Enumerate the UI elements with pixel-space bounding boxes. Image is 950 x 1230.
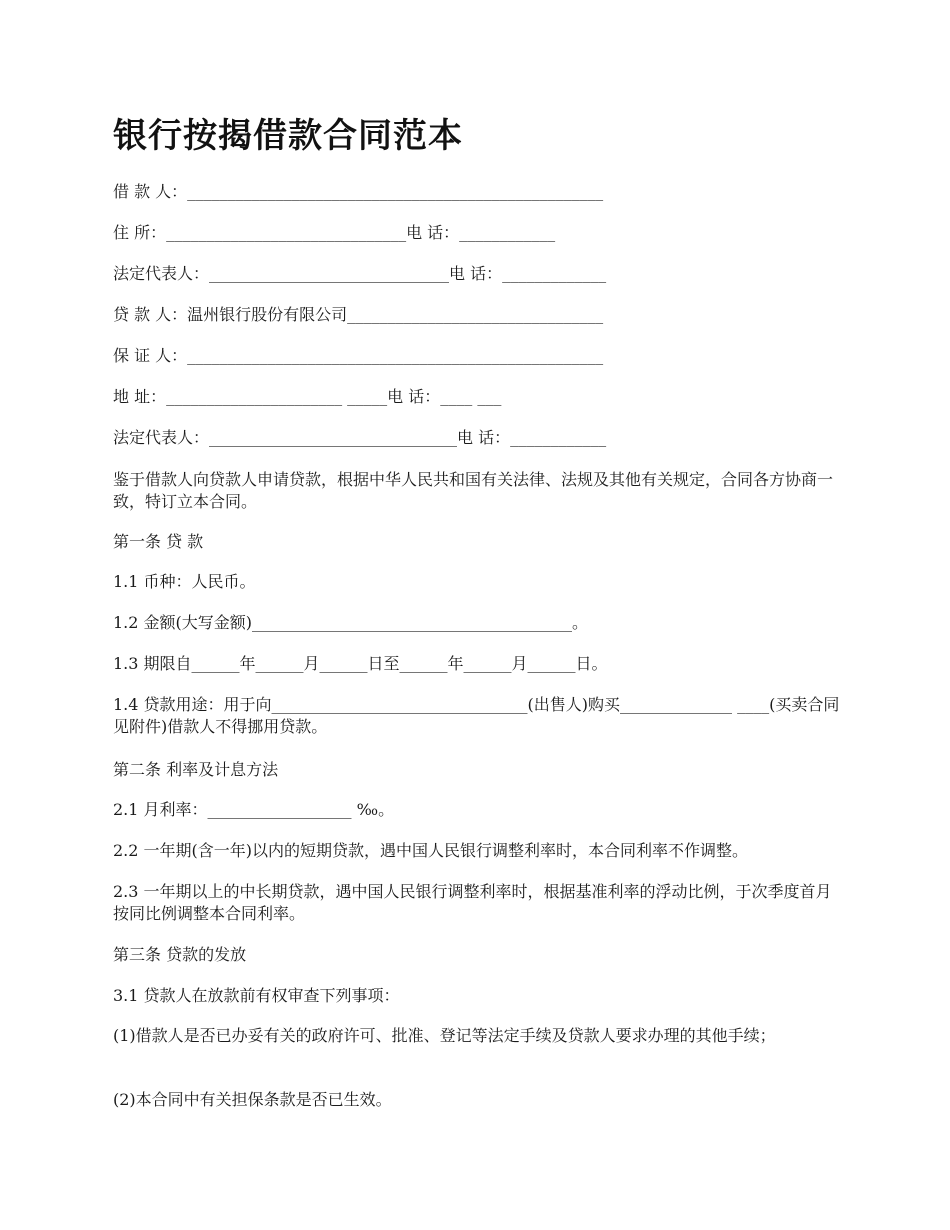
clause-3-1-item-2: (2)本合同中有关担保条款是否已生效。 xyxy=(113,1090,392,1109)
document-title: 银行按揭借款合同范本 xyxy=(113,116,463,156)
guarantor-line: 保 证 人：____________________________________________________ xyxy=(113,346,604,365)
clause-2-1: 2.1 月利率：__________________ ‰。 xyxy=(113,800,395,819)
lender-line: 贷 款 人：温州银行股份有限公司________________________________ xyxy=(113,305,604,324)
guarantor-address-line: 地 址：______________________ _____电 话：____ ___ xyxy=(113,387,502,406)
clause-1-2: 1.2 金额(大写金额)________________________________________。 xyxy=(113,613,589,632)
guarantor-legal-rep-line: 法定代表人：_______________________________电 话：____________ xyxy=(113,428,607,447)
borrower-line: 借 款 人：____________________________________________________ xyxy=(113,182,604,201)
clause-1-3: 1.3 期限自______年______月______日至______年______月______日。 xyxy=(113,654,608,673)
article-1-heading: 第一条 贷 款 xyxy=(113,532,204,551)
clause-2-2: 2.2 一年期(含一年)以内的短期贷款，遇中国人民银行调整利率时，本合同利率不作调整。 xyxy=(113,841,749,860)
clause-1-1: 1.1 币种：人民币。 xyxy=(113,572,256,591)
article-3-heading: 第三条 贷款的发放 xyxy=(113,945,247,964)
preamble-paragraph: 鉴于借款人向贷款人申请贷款，根据中华人民共和国有关法律、法规及其他有关规定，合同各方协商一致，特订立本合同。 xyxy=(113,470,834,511)
borrower-legal-rep-line: 法定代表人：______________________________电 话：_____________ xyxy=(113,264,607,283)
article-2-heading: 第二条 利率及计息方法 xyxy=(113,760,279,779)
borrower-address-line: 住 所：______________________________电 话：____________ xyxy=(113,223,556,242)
clause-3-1-item-1: (1)借款人是否已办妥有关的政府许可、批准、登记等法定手续及贷款人要求办理的其他手续； xyxy=(113,1026,776,1045)
clause-1-4: 1.4 贷款用途：用于向________________________________(出售人)购买______________ ____(买卖合同见附件)借款人不得挪用贷款。 xyxy=(113,695,840,736)
clause-2-3: 2.3 一年期以上的中长期贷款，遇中国人民银行调整利率时，根据基准利率的浮动比例，于次季度首月按同比例调整本合同利率。 xyxy=(113,882,832,923)
clause-3-1: 3.1 贷款人在放款前有权审查下列事项： xyxy=(113,986,400,1005)
